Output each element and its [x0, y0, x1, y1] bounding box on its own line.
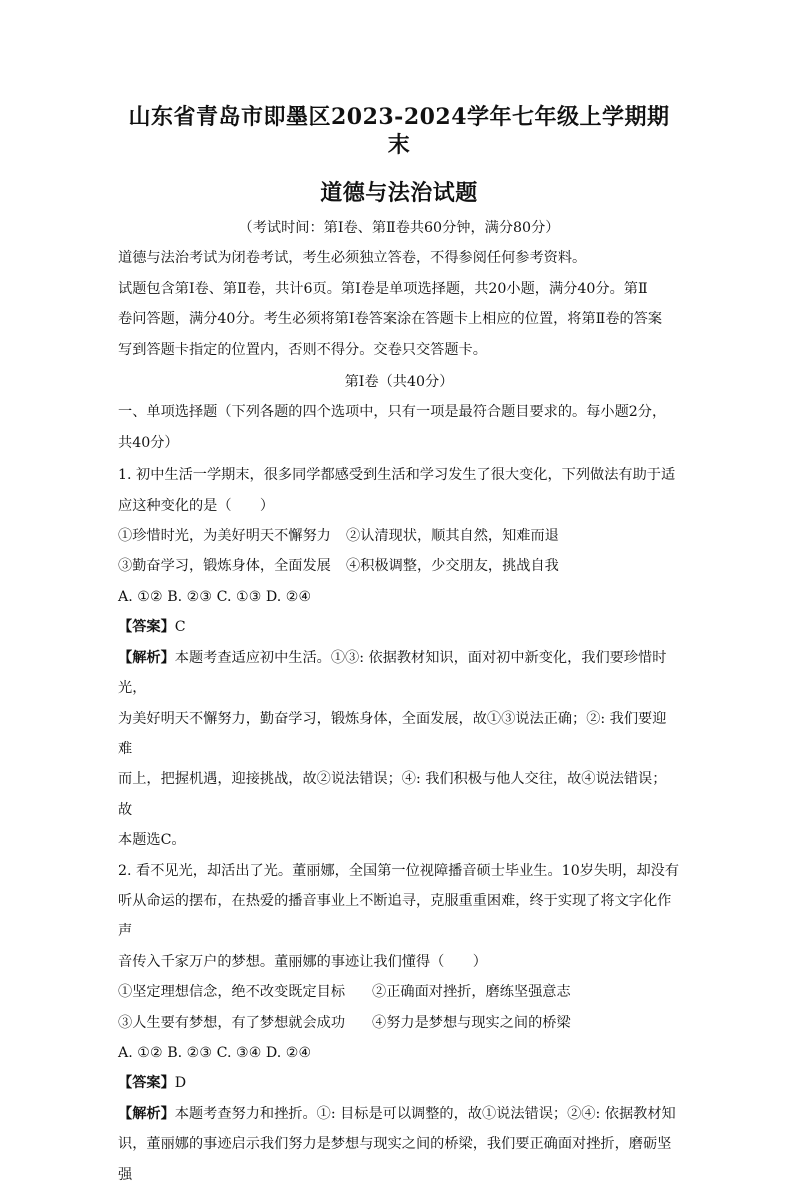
q2-stem-line3: 音传入千家万户的梦想。董丽娜的事迹让我们懂得（ ）	[118, 953, 487, 970]
q2-answer	[118, 1068, 680, 1098]
q2-analysis-line1	[118, 1099, 680, 1129]
q2-option-3: ③人生要有梦想，有了梦想就会成功	[118, 1014, 346, 1031]
section-instr-line2: 共40分）	[118, 434, 179, 451]
q1-answer-value: C	[174, 619, 186, 636]
question-2	[118, 856, 680, 1190]
q1-stem-line1: 1. 初中生活一学期末，很多同学都感受到生活和学习发生了很大变化，下列做法有助于适	[118, 467, 676, 484]
question-1	[118, 460, 680, 855]
q1-option-4: ④积极调整，少交朋友，挑战自我	[346, 558, 559, 575]
q1-choices: A. ①② B. ②③ C. ①③ D. ②④	[118, 588, 312, 605]
q1-option-3: ③勤奋学习，锻炼身体，全面发展	[118, 558, 331, 575]
q2-options-row2	[118, 1008, 680, 1038]
q1-analysis-line2: 为美好明天不懈努力，勤奋学习，锻炼身体，全面发展，故①③说法正确；②: 我们要迎难	[118, 710, 667, 757]
q2-stem-line2: 听从命运的摆布，在热爱的播音事业上不断追寻，克服重重困难，终于实现了将文字化作声	[118, 892, 672, 940]
section-instructions	[118, 397, 680, 458]
q1-analysis-label: 【解析】	[118, 649, 175, 666]
intro-p2-line1: 试题包含第Ⅰ卷、第Ⅱ卷，共计6页。第Ⅰ卷是单项选择题，共20小题，满分40分。第Ⅱ	[118, 280, 648, 297]
q2-stem-line1: 2. 看不见光，却活出了光。董丽娜，全国第一位视障播音硕士毕业生。10岁失明，却没有	[118, 862, 680, 879]
q1-analysis-line1	[118, 643, 680, 704]
section-title: 第Ⅰ卷（共40分）	[344, 374, 454, 391]
exam-title-line2: 道德与法治试题	[320, 180, 478, 206]
q2-choices: A. ①② B. ②③ C. ③④ D. ②④	[118, 1044, 312, 1061]
q2-options-row1	[118, 977, 680, 1007]
q1-option-2: ②认清现状，顺其自然，知难而退	[346, 528, 559, 545]
q1-analysis-text1: 本题考查适应初中生活。①③: 依据教材知识，面对初中新变化，我们要珍惜时光，	[118, 649, 667, 697]
q1-analysis-line4: 本题选C。	[118, 832, 186, 849]
q2-answer-value: D	[174, 1075, 187, 1092]
q2-option-2: ②正确面对挫折，磨练坚强意志	[372, 984, 571, 1001]
q1-answer	[118, 612, 680, 642]
q1-answer-label: 【答案】	[118, 619, 175, 636]
exam-time-note: （考试时间：第Ⅰ卷、第Ⅱ卷共60分钟，满分80分）	[238, 220, 560, 236]
q1-analysis-line3: 而上，把握机遇，迎接挑战，故②说法错误；④: 我们积极与他人交往，故④说法错误；故	[118, 771, 667, 818]
intro-paragraph-1: 道德与法治考试为闭卷考试，考生必须独立答卷，不得参阅任何参考资料。	[118, 250, 587, 267]
intro-p2-line2: 卷问答题，满分40分。考生必须将第Ⅰ卷答案涂在答题卡上相应的位置，将第Ⅱ卷的答案	[118, 311, 663, 328]
q1-stem-line2: 应这种变化的是（ ）	[118, 497, 275, 514]
q2-option-1: ①坚定理想信念，绝不改变既定目标	[118, 984, 346, 1001]
intro-paragraph-2	[118, 274, 680, 365]
q2-option-4: ④努力是梦想与现实之间的桥梁	[372, 1014, 571, 1031]
section-instr-line1: 一、单项选择题（下列各题的四个选项中，只有一项是最符合题目要求的。每小题2分，	[118, 404, 667, 421]
q1-options-row1	[118, 521, 680, 551]
exam-title-line1: 山东省青岛市即墨区2023-2024学年七年级上学期期末	[128, 104, 670, 158]
q2-answer-label: 【答案】	[118, 1075, 175, 1092]
q2-analysis-label: 【解析】	[118, 1105, 175, 1122]
q2-analysis-text1: 本题考查努力和挫折。①: 目标是可以调整的，故①说法错误；②④: 依据教材知	[174, 1105, 676, 1122]
q2-analysis-line2: 识，董丽娜的事迹启示我们努力是梦想与现实之间的桥梁，我们要正确面对挫折，磨砺坚强	[118, 1136, 672, 1183]
intro-p2-line3: 写到答题卡指定的位置内，否则不得分。交卷只交答题卡。	[118, 341, 487, 358]
q1-option-1: ①珍惜时光，为美好明天不懈努力	[118, 528, 331, 545]
q1-options-row2	[118, 551, 680, 581]
